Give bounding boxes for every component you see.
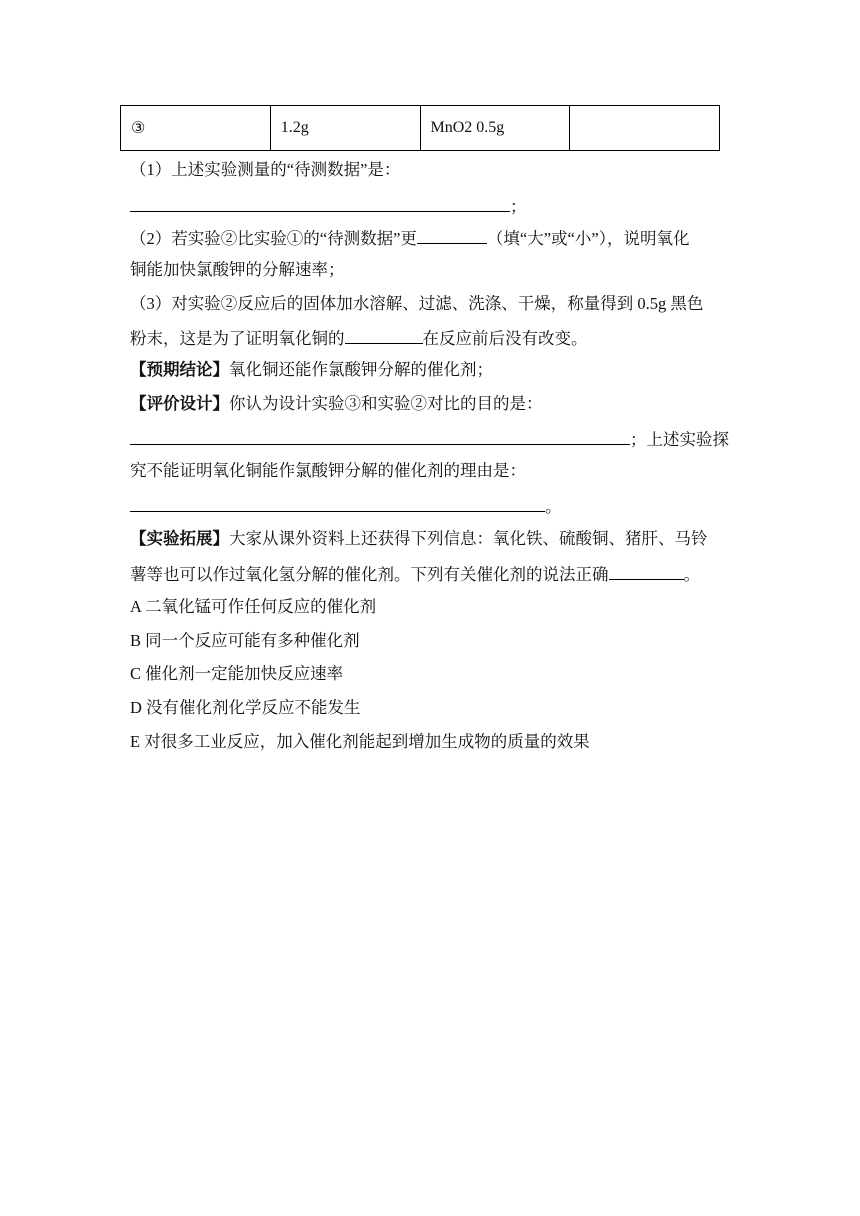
- option-d: D 没有催化剂化学反应不能发生: [130, 698, 361, 717]
- answer-blank[interactable]: [130, 493, 545, 512]
- evaluation-answer-line-2: 。: [130, 493, 562, 519]
- evaluation-answer-line: ；上述实验探: [130, 426, 729, 452]
- question-3: （3）对实验②反应后的固体加水溶解、过滤、洗涤、干燥，称量得到 0.5g 黑色: [130, 294, 704, 313]
- question-1: （1）上述实验测量的“待测数据”是：: [130, 160, 401, 179]
- question-2-line-2: 铜能加快氯酸钾的分解速率；: [130, 260, 345, 279]
- evaluation-design: 【评价设计】你认为设计实验③和实验②对比的目的是：: [130, 394, 543, 413]
- experiment-table: [120, 105, 720, 151]
- answer-blank[interactable]: [417, 225, 487, 244]
- answer-blank[interactable]: [609, 561, 684, 580]
- answer-blank[interactable]: [345, 325, 423, 344]
- option-b: B 同一个反应可能有多种催化剂: [130, 631, 360, 650]
- table-cell-mass: 1.2g: [270, 106, 420, 151]
- question-1-answer-line: ；: [130, 193, 527, 219]
- answer-blank[interactable]: [130, 193, 510, 212]
- question-3-line-2: 粉末，这是为了证明氧化铜的 在反应前后没有改变。: [130, 325, 588, 351]
- table-cell-result: [570, 106, 720, 151]
- table-cell-catalyst: MnO2 0.5g: [420, 106, 570, 151]
- evaluation-line-3: 究不能证明氧化铜能作氯酸钾分解的催化剂的理由是：: [130, 461, 526, 480]
- option-a: A 二氧化锰可作任何反应的催化剂: [130, 597, 377, 616]
- table-cell-number: ③: [121, 106, 271, 151]
- option-e: E 对很多工业反应，加入催化剂能起到增加生成物的质量的效果: [130, 732, 590, 751]
- experiment-extension: 【实验拓展】大家从课外资料上还获得下列信息：氧化铁、硫酸铜、猪肝、马铃: [130, 529, 708, 548]
- table-row: [121, 106, 720, 151]
- answer-blank[interactable]: [130, 426, 630, 445]
- expected-conclusion: 【预期结论】氧化铜还能作氯酸钾分解的催化剂；: [130, 360, 493, 379]
- option-c: C 催化剂一定能加快反应速率: [130, 664, 344, 683]
- experiment-extension-line-2: 薯等也可以作过氧化氢分解的催化剂。下列有关催化剂的说法正确 。: [130, 561, 700, 587]
- question-2: （2）若实验②比实验①的“待测数据”更 （填“大”或“小”），说明氧化: [130, 225, 689, 251]
